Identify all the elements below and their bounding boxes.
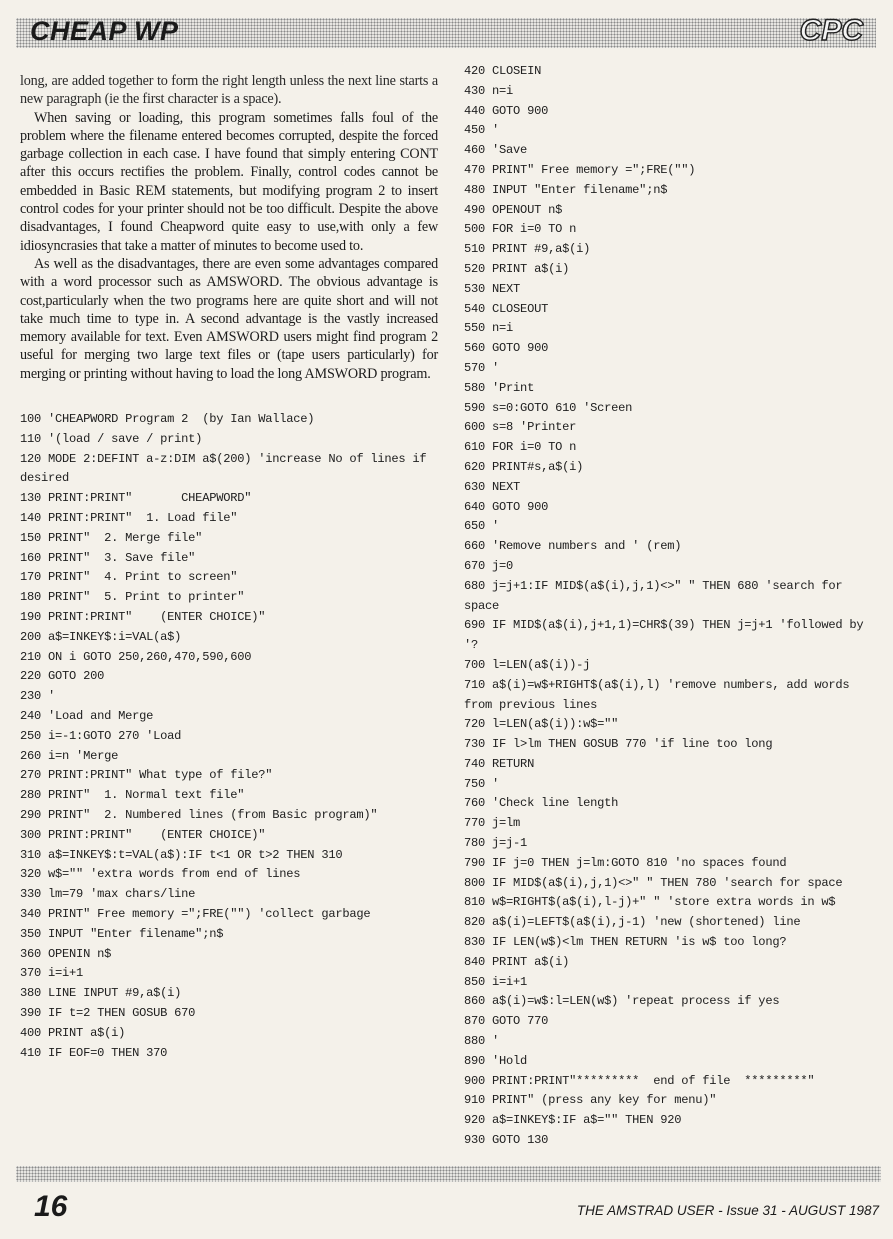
code-line: 350 INPUT "Enter filename";n$ [20,926,224,941]
code-line: 770 j=lm [464,816,521,831]
code-line: 480 INPUT "Enter filename";n$ [464,182,668,197]
code-line: 130 PRINT:PRINT" CHEAPWORD" [20,491,252,506]
right-column [464,62,882,1151]
code-line: 900 PRINT:PRINT"********* end of file *********" [464,1073,815,1088]
code-line: 730 IF l>lm THEN GOSUB 770 'if line too long [464,737,773,752]
code-line: 450 ' [464,123,500,138]
code-line: 250 i=-1:GOTO 270 'Load [20,728,182,743]
code-line: 750 ' [464,776,500,791]
code-line: 620 PRINT#s,a$(i) [464,459,584,474]
code-line: 840 PRINT a$(i) [464,954,570,969]
code-line: 810 w$=RIGHT$(a$(i),l-j)+" " 'store extra words in w$ [464,895,836,910]
code-line: 700 l=LEN(a$(i))-j [464,657,591,672]
code-line: 310 a$=INKEY$:t=VAL(a$):IF t<1 OR t>2 THEN 310 [20,847,343,862]
code-line: 820 a$(i)=LEFT$(a$(i),j-1) 'new (shortened) line [464,915,801,930]
code-line: 580 'Print [464,380,535,395]
code-line: 570 ' [464,360,500,375]
left-column [20,72,438,1063]
code-line: 360 OPENIN n$ [20,946,112,961]
code-line: 200 a$=INKEY$:i=VAL(a$) [20,629,182,644]
code-line: 340 PRINT" Free memory =";FRE("") 'collect garbage [20,906,371,921]
code-line: 370 i=i+1 [20,966,84,981]
code-line: 270 PRINT:PRINT" What type of file?" [20,768,273,783]
program-listing-right [464,62,882,1151]
code-line: 880 ' [464,1034,500,1049]
code-line: 100 'CHEAPWORD Program 2 (by Ian Wallace) [20,412,315,427]
code-line: 930 GOTO 130 [464,1133,549,1148]
code-line: 300 PRINT:PRINT" (ENTER CHOICE)" [20,827,266,842]
code-line: 740 RETURN [464,756,535,771]
code-line: 140 PRINT:PRINT" 1. Load file" [20,511,238,526]
code-line: 290 PRINT" 2. Numbered lines (from Basic program)" [20,807,378,822]
code-line: 670 j=0 [464,558,514,573]
code-line: 150 PRINT" 2. Merge file" [20,530,203,545]
code-line: 890 'Hold [464,1053,528,1068]
article-paragraph: As well as the disadvantages, there are even some advantages compared with a word processor such as AMSWORD. The obvious advantage is cost,particularly when the two programs here are quite short and will not take much time to type in. A second advantage is the vastly increased memory available for text. Even AMSWORD users might find program 2 useful for merging two large text files or (tape users particularly) for merging or printing without having to load the long AMSWORD program. [20,255,438,382]
code-line: 640 GOTO 900 [464,499,549,514]
code-line: 850 i=i+1 [464,974,528,989]
article-body [20,72,438,383]
code-line: 180 PRINT" 5. Print to printer" [20,590,245,605]
code-line: 660 'Remove numbers and ' (rem) [464,539,682,554]
code-line: 780 j=j-1 [464,836,528,851]
code-line: 680 j=j+1:IF MID$(a$(i),j,1)<>" " THEN 680 'search for space [464,578,850,613]
code-line: 320 w$="" 'extra words from end of lines [20,867,301,882]
code-line: 830 IF LEN(w$)<lm THEN RETURN 'is w$ too long? [464,935,787,950]
code-line: 430 n=i [464,83,514,98]
code-line: 560 GOTO 900 [464,341,549,356]
code-line: 600 s=8 'Printer [464,420,577,435]
code-line: 910 PRINT" (press any key for menu)" [464,1093,717,1108]
code-line: 500 FOR i=0 TO n [464,222,577,237]
code-line: 690 IF MID$(a$(i),j+1,1)=CHR$(39) THEN j=j+1 'followed by '? [464,618,871,653]
footer-band [16,1166,881,1182]
code-line: 530 NEXT [464,281,521,296]
issue-info: THE AMSTRAD USER - Issue 31 - AUGUST 1987 [576,1203,879,1218]
code-line: 410 IF EOF=0 THEN 370 [20,1045,168,1060]
code-line: 610 FOR i=0 TO n [464,440,577,455]
code-line: 920 a$=INKEY$:IF a$="" THEN 920 [464,1113,682,1128]
section-badge: CPC [799,14,863,47]
code-line: 720 l=LEN(a$(i)):w$="" [464,717,619,732]
code-line: 540 CLOSEOUT [464,301,549,316]
code-line: 400 PRINT a$(i) [20,1025,126,1040]
code-line: 420 CLOSEIN [464,64,542,78]
column-divider [451,62,452,1160]
code-line: 440 GOTO 900 [464,103,549,118]
code-line: 470 PRINT" Free memory =";FRE("") [464,162,696,177]
code-line: 240 'Load and Merge [20,709,154,723]
code-line: 760 'Check line length [464,796,619,811]
code-line: 390 IF t=2 THEN GOSUB 670 [20,1005,196,1020]
code-line: 330 lm=79 'max chars/line [20,887,196,902]
code-line: 260 i=n 'Merge [20,748,119,763]
code-line: 110 '(load / save / print) [20,431,203,446]
code-line: 460 'Save [464,143,528,158]
code-line: 630 NEXT [464,479,521,494]
code-line: 230 ' [20,689,56,704]
code-line: 160 PRINT" 3. Save file" [20,550,196,565]
code-line: 210 ON i GOTO 250,260,470,590,600 [20,649,252,664]
code-line: 790 IF j=0 THEN j=lm:GOTO 810 'no spaces found [464,855,787,870]
code-line: 380 LINE INPUT #9,a$(i) [20,986,182,1001]
code-line: 710 a$(i)=w$+RIGHT$(a$(i),l) 'remove numbers, add words from previous lines [464,677,857,712]
code-line: 800 IF MID$(a$(i),j,1)<>" " THEN 780 'search for space [464,875,843,890]
code-line: 860 a$(i)=w$:l=LEN(w$) 'repeat process if yes [464,994,780,1009]
code-line: 590 s=0:GOTO 610 'Screen [464,400,633,415]
code-line: 120 MODE 2:DEFINT a-z:DIM a$(200) 'increase No of lines if desired [20,451,434,486]
section-title: CHEAP WP [30,16,179,46]
code-line: 280 PRINT" 1. Normal text file" [20,788,245,803]
code-line: 190 PRINT:PRINT" (ENTER CHOICE)" [20,610,266,625]
program-listing-left [20,410,438,1063]
code-line: 870 GOTO 770 [464,1014,549,1029]
code-line: 510 PRINT #9,a$(i) [464,242,591,257]
page-number: 16 [34,1190,68,1223]
code-line: 170 PRINT" 4. Print to screen" [20,570,238,585]
code-line: 490 OPENOUT n$ [464,202,563,217]
code-line: 220 GOTO 200 [20,669,105,684]
code-line: 550 n=i [464,321,514,336]
article-paragraph: long, are added together to form the right length unless the next line starts a new paragraph (ie the first character is a space). [20,73,438,108]
code-line: 650 ' [464,519,500,534]
article-paragraph: When saving or loading, this program sometimes falls foul of the problem where the filename entered becomes corrupted, despite the forced garbage collection in each case. I have found that simply entering CONT after this occurs rectifies the problem. Finally, control codes cannot be embedded in Basic REM statements, but modifying program 2 to insert control codes for your printer should not be too difficult. Despite the above disadvantages, I found Cheapword quite easy to use,with only a few idiosyncrasies that take a matter of minutes to become used to. [20,109,438,254]
code-line: 520 PRINT a$(i) [464,261,570,276]
